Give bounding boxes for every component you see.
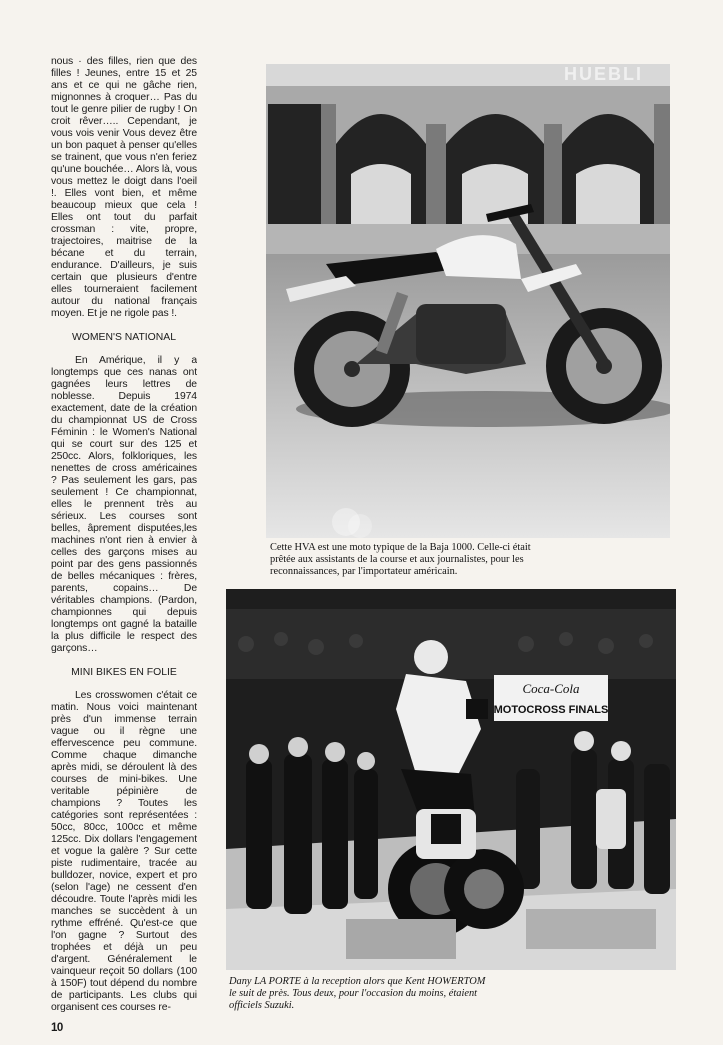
section-heading-womens-national: WOMEN'S NATIONAL <box>72 332 176 343</box>
article-column <box>51 56 197 1014</box>
photo-hva-motorcycle <box>266 64 670 538</box>
article-paragraph-3: Les crosswomen c'était ce matin. Nous voici maintenant près d'un immense terrain vague ou il règne une effervescence peu commune. Comme chaque dimanche après midi, se déroulent là des courses de mini-bikes. Une veritable pépinière de champions ? Toutes les catégories sont représentées : 50cc, 80cc, 100cc et même 125cc. Dix dollars l'engagement et vogue la galère ? Sur cette piste rudimentaire, tracée au bulldozer, novice, expert et pro (selon l'age) ne cessent d'en découdre. Toute l'après midi les manches se succèdent à un rythme effréné. Qu'est-ce que l'on gagne ? Surtout des trophées et déjà un peu d'argent. Généralement le vainqueur reçoit 50 dollars (100 à 150F) tout dépend du nombre de participants. Les clubs qui organisent ces courses re- <box>51 690 197 1013</box>
banner-brand: Coca-Cola <box>522 681 580 696</box>
article-paragraph-1: nous · des filles, rien que des filles ! Jeunes, entre 15 et 25 ans et ce qui ne gâche rien, mignonnes à croquer… Pas du tout le genre pilier de rugby ! On croit rêver….. Cependant, je vous vois venir Vous devez être un bon paquet à penser qu'elles se trainent, que vous n'en feriez qu'une bouchée… Alors là, vous vous mettez le doigt dans l'oeil !. Elles vont bien, et même beaucoup mieux que cela ! Elles ont tout du parfait crossman : vite, propre, trajectoires, maitrise de la bécane et du terrain, endurance. D'ailleurs, je suis certain que plusieurs d'entre elles tourneraient facilement autour du national français moyen. Et je ne rigole pas !. <box>51 56 197 319</box>
photo-sign-text: HUEBLI <box>564 64 643 84</box>
photo-race-scene <box>226 589 676 970</box>
caption-top-photo: Cette HVA est une moto typique de la Baja 1000. Celle-ci était prêtée aux assistants de la course et aux journalistes, pour les reconnaissances, par l'importateur américain. <box>270 542 531 578</box>
watermark-logo <box>328 500 376 548</box>
caption-bottom-photo: Dany LA PORTE à la reception alors que Kent HOWERTOM le suit de près. Tous deux, pour l'occasion du moins, étaient officiels Suzuki. <box>229 976 486 1012</box>
section-heading-mini-bikes: MINI BIKES EN FOLIE <box>71 667 177 678</box>
page-number: 10 <box>51 1022 63 1034</box>
article-paragraph-2: En Amérique, il y a longtemps que ces nanas ont gagnées leurs lettres de noblesse. Depuis 1974 exactement, date de la création du championnat US de Cross Féminin : le Women's National qui se court sur des 125 et 250cc. Alors, folkloriques, les nenettes de cross américaines ? Pas seulement les gars, pas seulement ! Ce championnat, elles le prennent très au sérieux. Les courses sont belles, âprement disputées,les machines n'ont rien à envier à celles des garçons mises au point par des gens passionnés de belles mécaniques : frères, parents, copains… De véritables champions. (Pardon, championnes qui depuis longtemps ont gagné la bataille la plus difficile le respect des garçons… <box>51 355 197 654</box>
banner-text: MOTOCROSS FINALS <box>493 704 609 716</box>
